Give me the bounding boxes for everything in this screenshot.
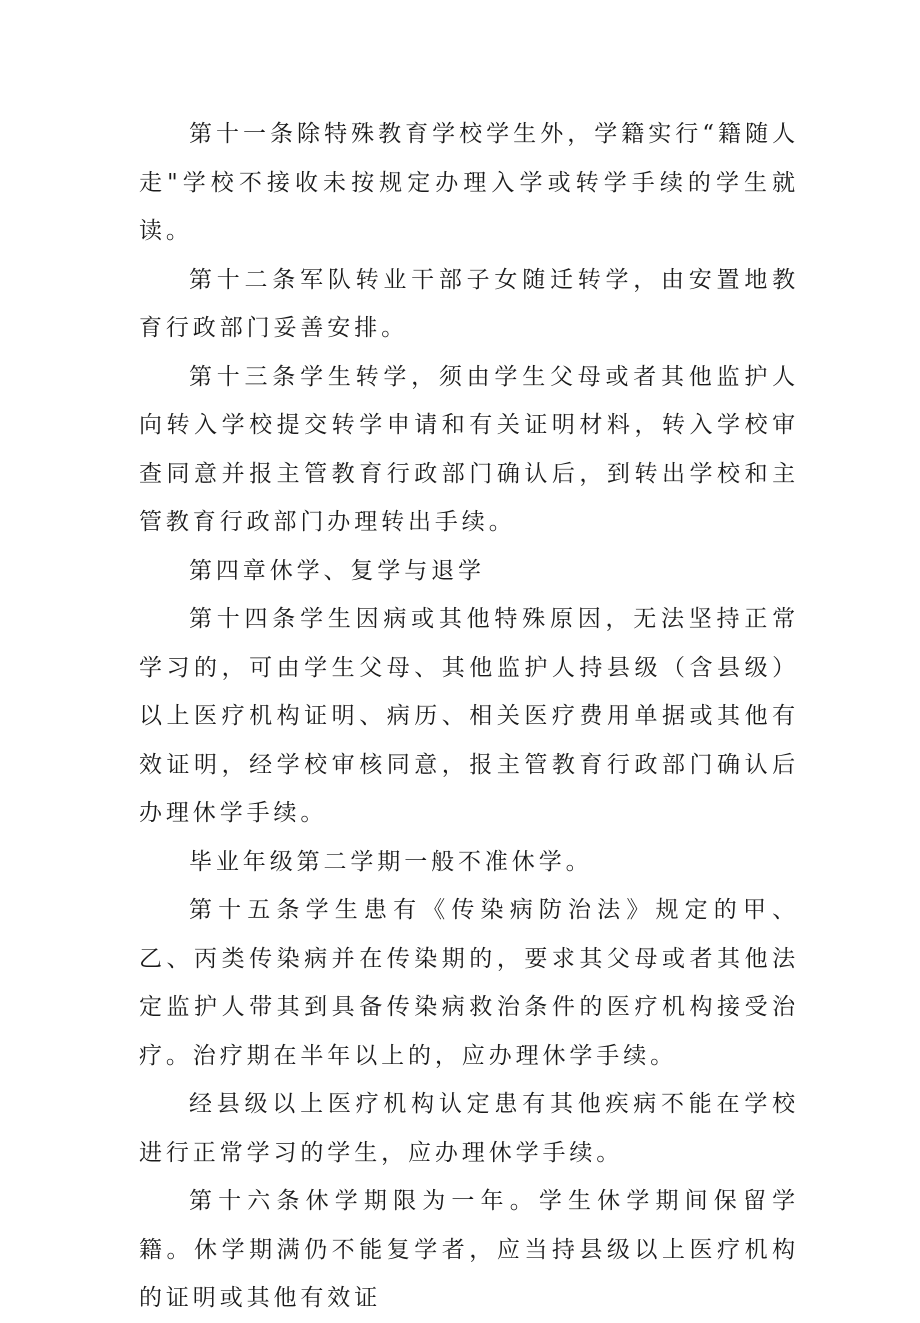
article-16-paragraph: 第十六条休学期限为一年。学生休学期间保留学籍。休学期满仍不能复学者，应当持县级以上医疗机构的证明或其他有效证 xyxy=(139,1188,799,1311)
document-body xyxy=(139,110,799,1323)
article-14-paragraph: 第十四条学生因病或其他特殊原因，无法坚持正常学习的，可由学生父母、其他监护人持县级（含县级）以上医疗机构证明、病历、相关医疗费用单据或其他有效证明，经学校审核同意，报主管教育行政部门确认后办理休学手续。 xyxy=(139,606,799,826)
article-15-paragraph: 第十五条学生患有《传染病防治法》规定的甲、乙、丙类传染病并在传染期的，要求其父母或者其他法定监护人带其到具备传染病救治条件的医疗机构接受治疗。治疗期在半年以上的，应办理休学手续。 xyxy=(139,897,799,1069)
article-11-paragraph: 第十一条除特殊教育学校学生外，学籍实行“籍随人走"学校不接收未按规定办理入学或转学手续的学生就读。 xyxy=(139,121,799,244)
article-13-paragraph: 第十三条学生转学，须由学生父母或者其他监护人向转入学校提交转学申请和有关证明材料，转入学校审查同意并报主管教育行政部门确认后，到转出学校和主管教育行政部门办理转出手续。 xyxy=(139,363,799,535)
graduation-year-paragraph: 毕业年级第二学期一般不准休学。 xyxy=(189,848,593,875)
article-12-paragraph: 第十二条军队转业干部子女随迁转学，由安置地教育行政部门妥善安排。 xyxy=(139,266,799,341)
chapter-4-heading: 第四章休学、复学与退学 xyxy=(189,557,485,584)
other-illness-paragraph: 经县级以上医疗机构认定患有其他疾病不能在学校进行正常学习的学生，应办理休学手续。 xyxy=(139,1091,799,1166)
